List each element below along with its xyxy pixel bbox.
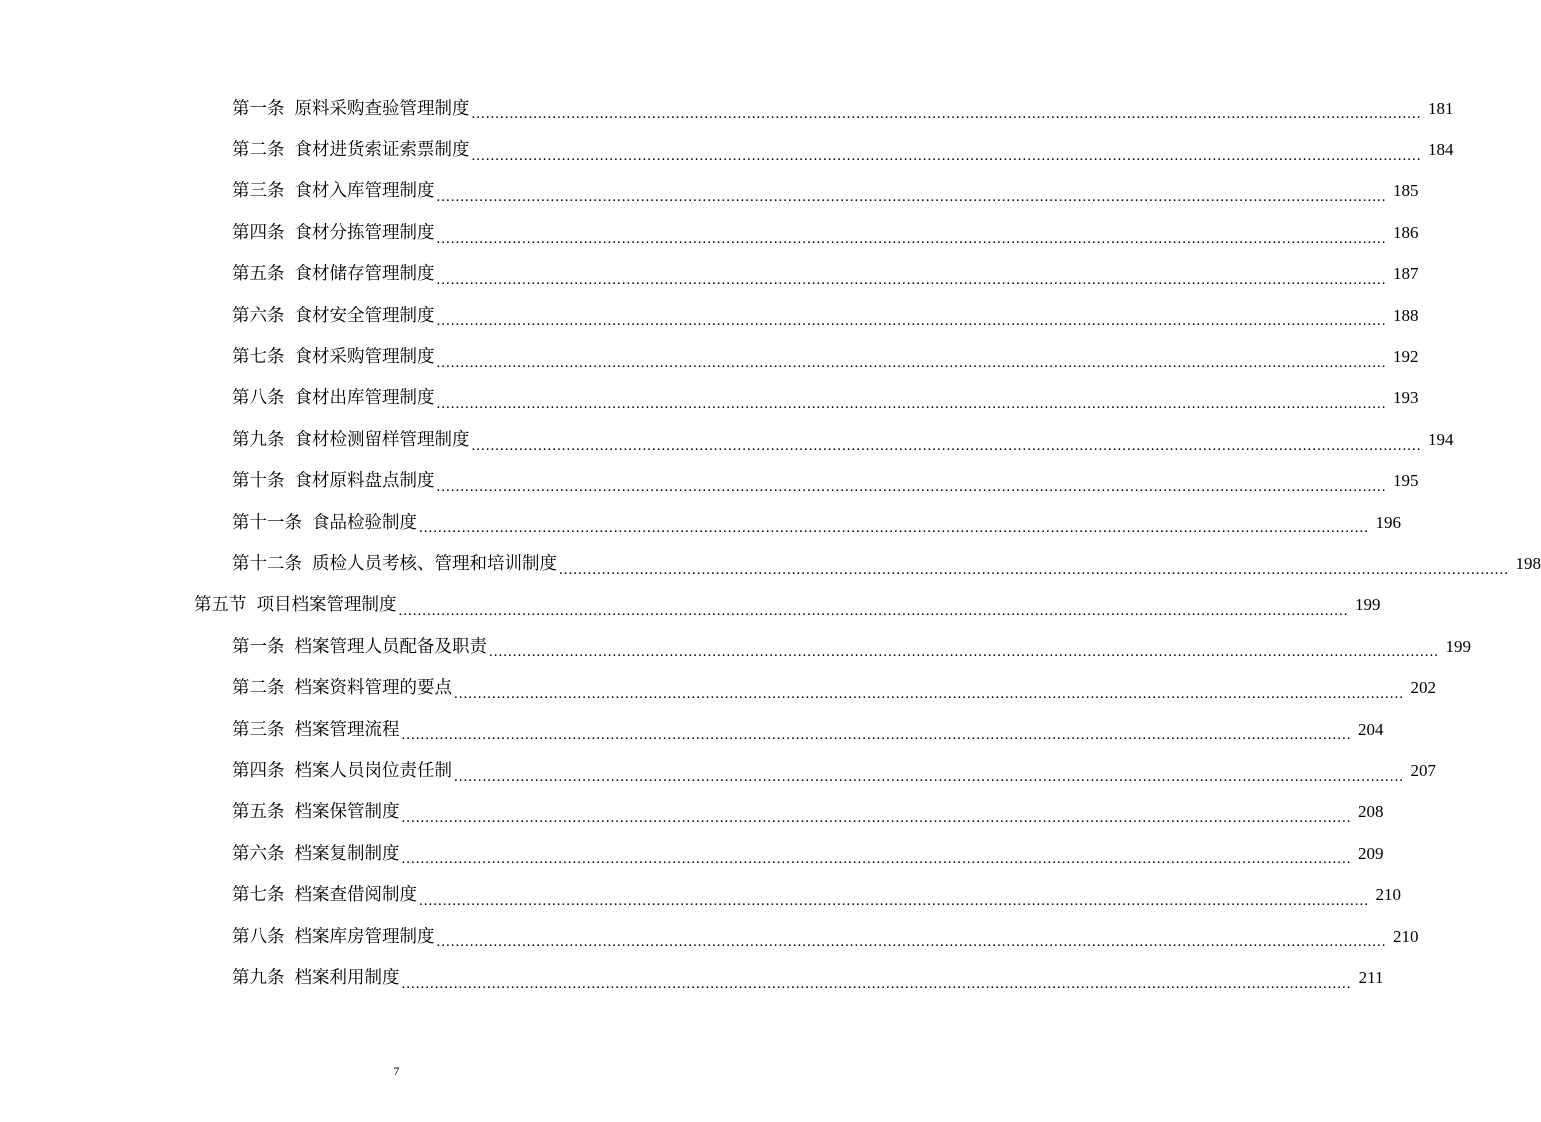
toc-entry[interactable] (0, 916, 1419, 957)
toc-dot-leader: ........................................................................................................................................................................................................ (401, 851, 1352, 868)
toc-entry[interactable] (0, 709, 1384, 750)
toc-entry-page: 202 (1410, 678, 1436, 698)
toc-entry-title: 食材储存管理制度 (294, 264, 435, 285)
toc-entry-title: 项目档案管理制度 (256, 595, 397, 616)
toc-entry[interactable] (0, 336, 1419, 377)
toc-dot-leader: ........................................................................................................................................................................................................ (471, 437, 1422, 454)
toc-dot-leader: ........................................................................................................................................................................................................ (436, 934, 1387, 951)
toc-entry-page: 194 (1428, 429, 1454, 449)
toc-dot-leader: ........................................................................................................................................................................................................ (471, 106, 1422, 123)
toc-entry-title: 档案人员岗位责任制 (294, 760, 452, 781)
toc-dot-leader: ........................................................................................................................................................................................................ (436, 271, 1387, 288)
toc-entry-title: 档案资料管理的要点 (294, 678, 452, 699)
toc-entry-title: 食材采购管理制度 (294, 347, 435, 368)
toc-entry-page: 187 (1393, 264, 1419, 284)
toc-entry-page: 208 (1358, 802, 1384, 822)
toc-entry-number: 第七条 (232, 347, 285, 368)
toc-entry-page: 211 (1358, 967, 1384, 987)
toc-entry-page: 192 (1393, 347, 1419, 367)
toc-section-entry[interactable] (0, 585, 1381, 626)
toc-entry-number: 第六条 (232, 843, 285, 864)
toc-dot-leader: ........................................................................................................................................................................................................ (436, 478, 1387, 495)
toc-entry-page: 210 (1375, 885, 1401, 905)
toc-entry[interactable] (0, 129, 1454, 170)
toc-entry-number: 第五条 (232, 802, 285, 823)
toc-entry-page: 188 (1393, 305, 1419, 325)
toc-entry-page: 185 (1393, 181, 1419, 201)
toc-entry-page: 198 (1515, 553, 1541, 573)
toc-entry-title: 食材安全管理制度 (294, 305, 435, 326)
toc-entry-number: 第九条 (232, 429, 285, 450)
toc-entry-number: 第九条 (232, 967, 285, 988)
toc-entry-title: 食材原料盘点制度 (294, 471, 435, 492)
toc-entry-number: 第十一条 (232, 512, 302, 533)
toc-entry-page: 193 (1393, 388, 1419, 408)
toc-dot-leader: ........................................................................................................................................................................................................ (436, 354, 1387, 371)
toc-entry[interactable] (0, 833, 1384, 874)
toc-entry-page: 199 (1355, 595, 1381, 615)
toc-entry-page: 207 (1410, 760, 1436, 780)
toc-entry-page: 181 (1428, 98, 1454, 118)
toc-entry-title: 档案库房管理制度 (294, 926, 435, 947)
toc-dot-leader: ........................................................................................................................................................................................................ (559, 561, 1509, 578)
toc-entry-number: 第八条 (232, 926, 285, 947)
toc-entry[interactable] (0, 88, 1454, 129)
toc-dot-leader: ........................................................................................................................................................................................................ (419, 520, 1369, 537)
toc-entry[interactable] (0, 543, 1541, 584)
toc-entry-number: 第二条 (232, 678, 285, 699)
toc-entry-page: 196 (1375, 512, 1401, 532)
toc-dot-leader: ........................................................................................................................................................................................................ (436, 189, 1387, 206)
toc-entry-title: 食品检验制度 (312, 512, 417, 533)
toc-entry-number: 第三条 (232, 181, 285, 202)
toc-entry-title: 食材进货索证索票制度 (294, 140, 470, 161)
toc-entry-title: 食材入库管理制度 (294, 181, 435, 202)
toc-dot-leader: ........................................................................................................................................................................................................ (454, 768, 1404, 785)
toc-entry-title: 食材出库管理制度 (294, 388, 435, 409)
toc-entry[interactable] (0, 378, 1419, 419)
toc-entry-page: 186 (1393, 222, 1419, 242)
toc-dot-leader: ........................................................................................................................................................................................................ (398, 603, 1349, 620)
toc-entry-number: 第五条 (232, 264, 285, 285)
toc-entry[interactable] (0, 874, 1401, 915)
toc-entry-number: 第一条 (232, 98, 285, 119)
toc-entry-title: 档案管理人员配备及职责 (294, 636, 487, 657)
toc-entry-number: 第十条 (232, 471, 285, 492)
toc-dot-leader: ........................................................................................................................................................................................................ (436, 313, 1387, 330)
toc-entry[interactable] (0, 254, 1419, 295)
toc-entry[interactable] (0, 626, 1471, 667)
toc-entry[interactable] (0, 792, 1384, 833)
toc-entry[interactable] (0, 461, 1419, 502)
toc-entry[interactable] (0, 212, 1419, 253)
table-of-contents (0, 88, 1541, 999)
toc-entry[interactable] (0, 957, 1384, 998)
toc-entry[interactable] (0, 667, 1436, 708)
toc-entry-number: 第六条 (232, 305, 285, 326)
toc-entry-number: 第三条 (232, 719, 285, 740)
toc-entry-title: 食材检测留样管理制度 (294, 429, 470, 450)
toc-entry[interactable] (0, 502, 1401, 543)
toc-dot-leader: ........................................................................................................................................................................................................ (489, 644, 1439, 661)
toc-entry-page: 199 (1445, 636, 1471, 656)
toc-entry[interactable] (0, 295, 1419, 336)
toc-entry-page: 209 (1358, 843, 1384, 863)
toc-dot-leader: ........................................................................................................................................................................................................ (401, 975, 1352, 992)
toc-entry-number: 第四条 (232, 222, 285, 243)
toc-entry[interactable] (0, 171, 1419, 212)
page-number: 7 (393, 1064, 400, 1078)
toc-entry-title: 食材分拣管理制度 (294, 222, 435, 243)
toc-entry-page: 195 (1393, 471, 1419, 491)
toc-entry-number: 第十二条 (232, 553, 302, 574)
toc-dot-leader: ........................................................................................................................................................................................................ (436, 230, 1387, 247)
toc-dot-leader: ........................................................................................................................................................................................................ (471, 147, 1422, 164)
toc-entry-number: 第五节 (194, 595, 247, 616)
toc-dot-leader: ........................................................................................................................................................................................................ (436, 396, 1387, 413)
toc-entry[interactable] (0, 750, 1436, 791)
toc-entry-page: 204 (1358, 719, 1384, 739)
toc-entry-number: 第八条 (232, 388, 285, 409)
toc-entry-title: 档案查借阅制度 (294, 885, 417, 906)
toc-entry-page: 210 (1393, 926, 1419, 946)
toc-entry-title: 质检人员考核、管理和培训制度 (312, 553, 557, 574)
toc-dot-leader: ........................................................................................................................................................................................................ (401, 810, 1352, 827)
toc-dot-leader: ........................................................................................................................................................................................................ (454, 685, 1404, 702)
toc-entry-number: 第七条 (232, 885, 285, 906)
toc-entry-number: 第二条 (232, 140, 285, 161)
toc-entry-title: 档案复制制度 (294, 843, 400, 864)
toc-dot-leader: ........................................................................................................................................................................................................ (401, 727, 1352, 744)
toc-entry-title: 档案管理流程 (294, 719, 400, 740)
toc-dot-leader: ........................................................................................................................................................................................................ (419, 892, 1369, 909)
toc-entry-page: 184 (1428, 140, 1454, 160)
toc-entry-title: 档案利用制度 (294, 967, 400, 988)
toc-entry-number: 第一条 (232, 636, 285, 657)
toc-entry-title: 原料采购查验管理制度 (294, 98, 470, 119)
toc-entry[interactable] (0, 419, 1454, 460)
toc-entry-number: 第四条 (232, 760, 285, 781)
toc-entry-title: 档案保管制度 (294, 802, 400, 823)
